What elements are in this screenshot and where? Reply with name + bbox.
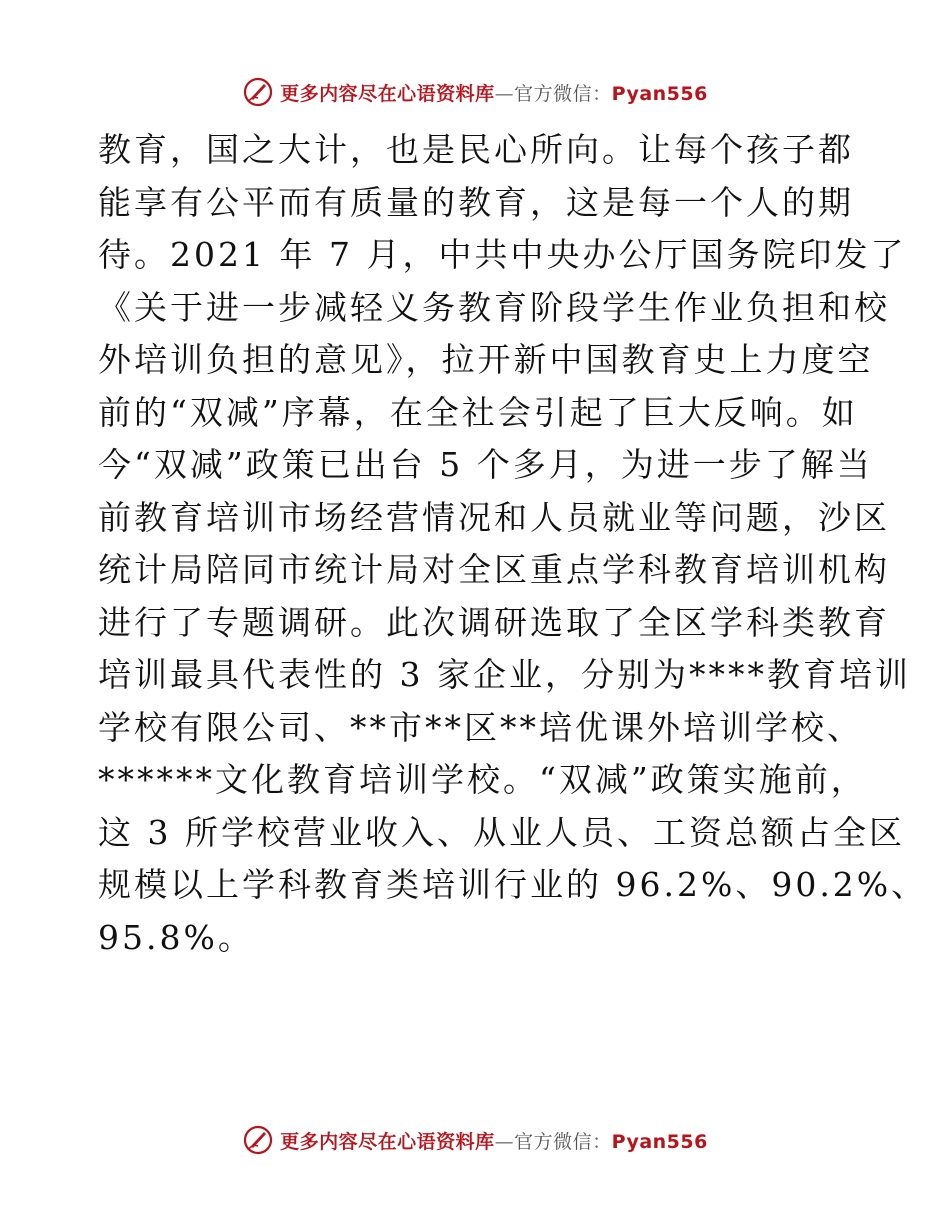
article-line: ******文化教育培训学校。“双减”政策实施前， [98,760,867,799]
footer-banner [0,1120,950,1160]
article-line: 95.8%。 [98,917,254,957]
header-banner [0,72,950,112]
article-line: 今“双减”政策已出台 5 个多月，为进一步了解当 [98,445,873,484]
header-handle: Pyan556 [611,82,708,105]
article-line: 学校有限公司、**市**区**培优课外培训学校、 [98,707,863,747]
article-line: 规模以上学科教育类培训行业的 96.2%、90.2%、 [98,865,928,904]
article-body [98,124,928,964]
logo-icon [242,76,274,108]
article-line: 这 3 所学校营业收入、从业人员、工资总额占全区 [98,812,905,852]
article-line: 外培训负担的意见》，拉开新中国教育史上力度空 [98,340,874,379]
article-line: 统计局陪同市统计局对全区重点学科教育培训机构 [98,550,890,589]
article-line: 能享有公平而有质量的教育，这是每一个人的期 [98,182,854,222]
footer-label: 官方微信： [514,1130,612,1153]
header-site: 更多内容尽在心语资料库 [280,82,495,105]
article-line: 前教育培训市场经营情况和人员就业等问题，沙区 [98,497,890,537]
header-label: 官方微信： [514,82,612,105]
article-line: 教育，国之大计，也是民心所向。让每个孩子都 [98,130,854,169]
article-line: 培训最具代表性的 3 家企业，分别为****教育培训 [98,655,911,694]
logo-icon [242,1124,274,1156]
header-text [280,79,708,106]
footer-text [280,1127,708,1154]
header-separator: — [494,82,515,105]
article-line: 前的“双减”序幕，在全社会引起了巨大反响。如 [98,392,858,432]
footer-handle: Pyan556 [611,1130,708,1153]
article-line: 进行了专题调研。此次调研选取了全区学科类教育 [98,602,890,642]
footer-site: 更多内容尽在心语资料库 [280,1130,495,1153]
footer-separator: — [494,1130,515,1153]
article-line: 待。2021 年 7 月，中共中央办公厅国务院印发了 [98,235,907,274]
article-line: 《关于进一步减轻义务教育阶段学生作业负担和校 [98,287,890,327]
